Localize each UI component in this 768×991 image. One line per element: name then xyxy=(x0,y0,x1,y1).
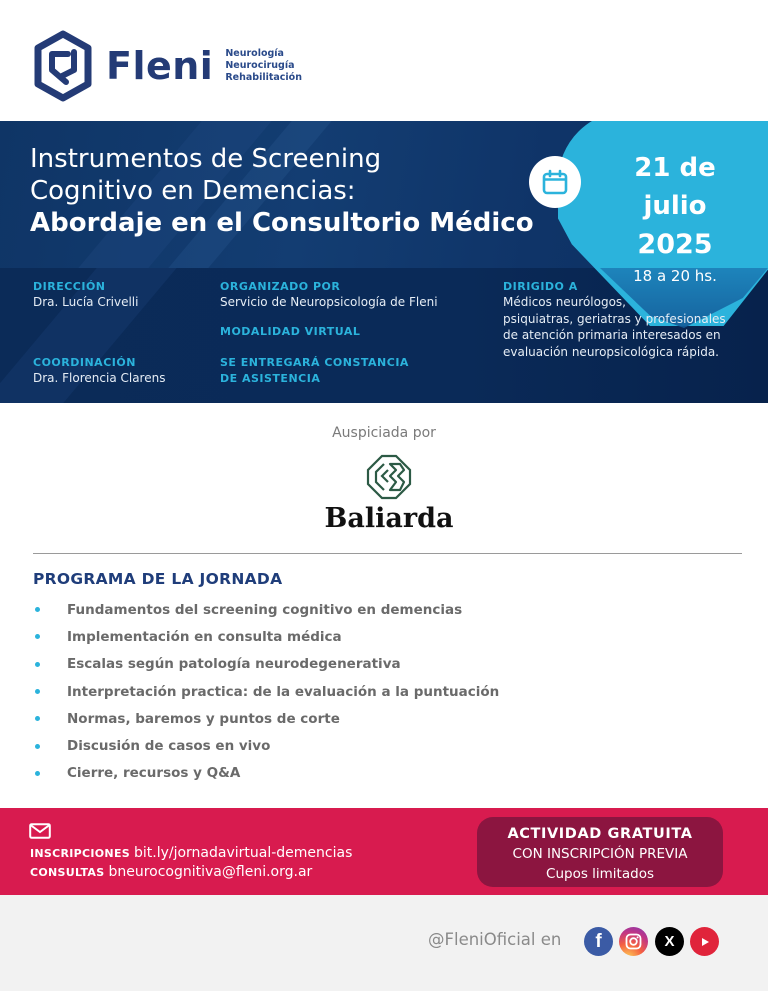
bullet-icon xyxy=(35,662,40,667)
title-line: Instrumentos de Screening xyxy=(30,144,382,174)
x-glyph: X xyxy=(664,933,675,950)
play-icon xyxy=(699,936,711,948)
program-list xyxy=(33,596,499,787)
footer xyxy=(0,895,768,991)
inscripciones-link[interactable]: bit.ly/jornadavirtual-demencias xyxy=(133,845,353,861)
free-activity-subtitle: CON INSCRIPCIÓN PREVIA xyxy=(512,846,688,862)
dirigido-line: evaluación neuropsicológica rápida. xyxy=(503,344,719,359)
event-banner xyxy=(0,121,768,403)
bullet-icon xyxy=(35,689,40,694)
section-divider xyxy=(33,553,742,554)
bullet-icon xyxy=(35,634,40,639)
dirigido-line: Médicos neurólogos, xyxy=(503,295,626,309)
direccion-value: Dra. Lucía Crivelli xyxy=(33,295,139,309)
coordinacion-value: Dra. Florencia Clarens xyxy=(33,371,166,385)
list-item-text: Normas, baremos y puntos de corte xyxy=(67,710,340,727)
contact-band xyxy=(0,808,768,895)
bullet-icon xyxy=(35,607,40,612)
fleni-logo xyxy=(32,30,302,102)
coordinacion-label: COORDINACIÓN xyxy=(33,356,136,369)
inscripciones-label: INSCRIPCIONES xyxy=(30,847,130,860)
facebook-icon[interactable] xyxy=(584,927,613,956)
list-item xyxy=(33,760,499,787)
consultas-label: CONSULTAS xyxy=(30,866,105,879)
dirigido-line: psiquiatras, geriatras y profesionales xyxy=(503,311,726,326)
date-day: 21 de julio xyxy=(634,153,716,221)
event-time: 18 a 20 hs. xyxy=(633,267,717,285)
logo-tagline xyxy=(225,48,302,84)
logo-wordmark: Fleni xyxy=(106,44,214,88)
baliarda-logo-icon xyxy=(366,454,412,500)
list-item-text: Implementación en consulta médica xyxy=(67,628,342,645)
constancia-label: SE ENTREGARÁ CONSTANCIA xyxy=(220,356,409,369)
list-item xyxy=(33,705,499,732)
consultas-email-link[interactable]: bneurocognitiva@fleni.org.ar xyxy=(108,864,313,880)
bullet-icon xyxy=(35,744,40,749)
social-handle: @FleniOficial en xyxy=(428,930,562,949)
list-item xyxy=(33,651,499,678)
dirigido-label: DIRIGIDO A xyxy=(503,280,578,293)
modalidad-label: MODALIDAD VIRTUAL xyxy=(220,325,361,338)
list-item xyxy=(33,732,499,759)
organizado-value: Servicio de Neuropsicología de Fleni xyxy=(220,295,438,309)
list-item-text: Interpretación practica: de la evaluación a la puntuación xyxy=(67,683,500,700)
bullet-icon xyxy=(35,771,40,776)
mail-icon xyxy=(29,823,51,839)
tagline-line: Neurocirugía xyxy=(225,60,295,71)
title-line: Cognitivo en Demencias: xyxy=(30,176,356,206)
organizado-label: ORGANIZADO POR xyxy=(220,280,341,293)
list-item-text: Discusión de casos en vivo xyxy=(67,738,271,755)
sponsor-label: Auspiciada por xyxy=(332,425,436,441)
date-year: 2025 xyxy=(637,229,713,260)
calendar-badge xyxy=(529,156,581,208)
free-activity-title: ACTIVIDAD GRATUITA xyxy=(507,826,693,842)
list-item xyxy=(33,596,499,623)
tagline-line: Rehabilitación xyxy=(225,72,302,83)
list-item xyxy=(33,678,499,705)
fleni-hexagon-icon xyxy=(32,30,94,102)
list-item xyxy=(33,623,499,650)
consultas-line xyxy=(30,864,312,880)
event-title xyxy=(30,143,534,239)
youtube-icon[interactable] xyxy=(690,927,719,956)
direccion-label: DIRECCIÓN xyxy=(33,280,106,293)
bullet-icon xyxy=(35,716,40,721)
instagram-icon[interactable] xyxy=(619,927,648,956)
free-activity-badge xyxy=(477,817,723,887)
facebook-glyph: f xyxy=(595,930,602,952)
instagram-glyph-icon xyxy=(625,933,642,950)
dirigido-value xyxy=(503,294,726,360)
list-item-text: Fundamentos del screening cognitivo en demencias xyxy=(67,601,463,618)
list-item-text: Cierre, recursos y Q&A xyxy=(67,765,241,782)
event-date xyxy=(600,149,750,287)
title-bold-line: Abordaje en el Consultorio Médico xyxy=(30,208,534,238)
calendar-icon xyxy=(541,168,569,196)
limited-spots-text: Cupos limitados xyxy=(546,866,654,882)
x-twitter-icon[interactable] xyxy=(655,927,684,956)
constancia-label-2: DE ASISTENCIA xyxy=(220,372,321,385)
inscripciones-line xyxy=(30,845,352,861)
dirigido-line: de atención primaria interesados en xyxy=(503,328,721,342)
list-item-text: Escalas según patología neurodegenerativa xyxy=(67,656,401,673)
sponsor-name: Baliarda xyxy=(324,503,454,534)
program-title: PROGRAMA DE LA JORNADA xyxy=(33,570,283,588)
tagline-line: Neurología xyxy=(225,48,284,59)
